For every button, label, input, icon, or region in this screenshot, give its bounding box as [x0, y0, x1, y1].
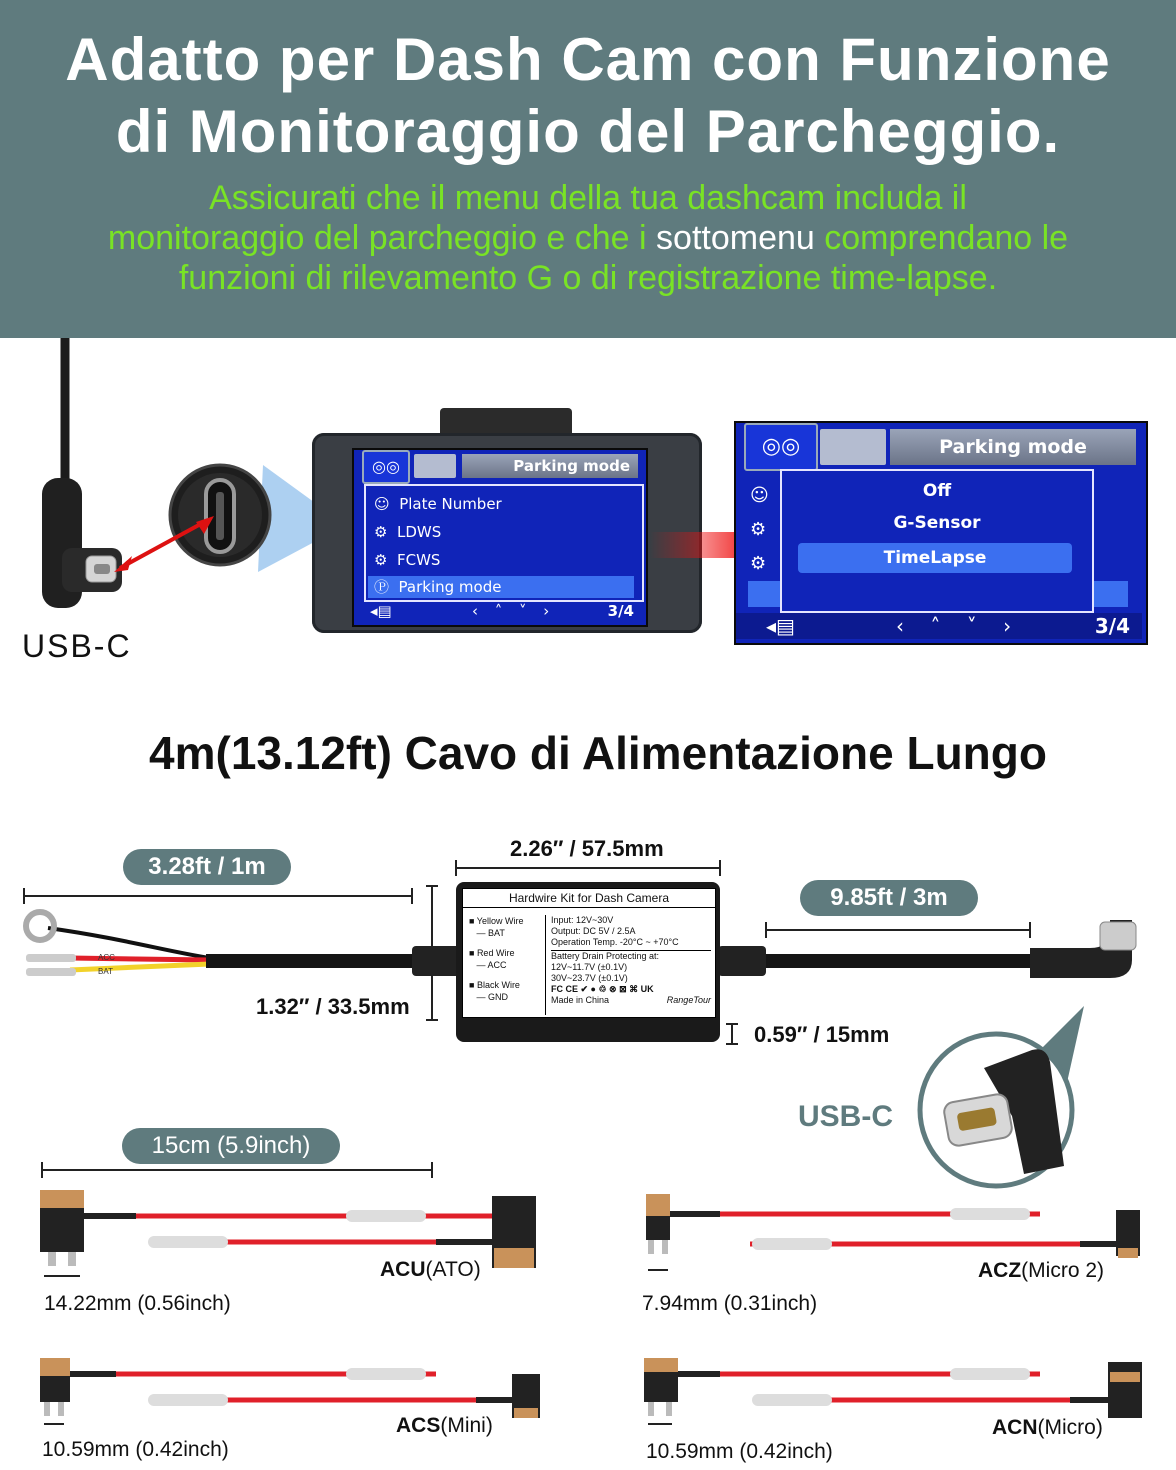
fuse-length-dim	[38, 1160, 438, 1180]
page-indicator: 3/4	[1094, 614, 1130, 638]
fuse-acu-name: ACU(ATO)	[380, 1258, 481, 1281]
menu-item-parking-mode: Ⓟ Parking mode	[368, 576, 634, 598]
usbc-connector-callout	[914, 1006, 1094, 1190]
box-title: Hardwire Kit for Dash Camera	[463, 889, 715, 908]
nav-arrows-icon: ‹ ˄ ˅ ›	[896, 614, 1022, 638]
box-width-dim: 2.26″ / 57.5mm	[510, 836, 664, 861]
fuse-acn-name: ACN(Micro)	[992, 1416, 1103, 1439]
menu-item-plate-number: ☺ Plate Number	[374, 495, 502, 513]
tab-parking-mode: Parking mode	[462, 454, 638, 478]
fuse-acz-size: 7.94mm (0.31inch)	[642, 1292, 818, 1315]
fuse-acs-size: 10.59mm (0.42inch)	[42, 1438, 229, 1461]
screen-footer	[354, 600, 642, 622]
fuse-acz-name: ACZ(Micro 2)	[978, 1259, 1105, 1282]
back-icon: ◂▤	[370, 602, 392, 620]
fuse-acn-size: 10.59mm (0.42inch)	[646, 1440, 833, 1463]
video-mode-icon: ◎◎	[362, 450, 410, 484]
tab-parking-mode-large: Parking mode	[890, 429, 1136, 465]
box-wire-legend: ■ Yellow Wire — BAT ■ Red Wire — ACC ■ Black Wire — GND	[469, 915, 546, 1015]
option-off: Off	[922, 481, 952, 501]
menu-list	[374, 490, 502, 574]
video-mode-icon-large: ◎◎	[744, 423, 818, 471]
dashcam-screen	[352, 448, 648, 627]
hardwire-box	[456, 882, 720, 1042]
box-specs: Input: 12V~30V Output: DC 5V / 2.5A Operation Temp. -20°C ~ +70°C Battery Drain Protecting at: 12V~11.7V (±0.1V) 30V~23.7V (±0.1V) FC CE ✔ ● ♲ ⊗ ⊠ ⌘ UK Made in China RangeTour	[551, 915, 711, 1005]
fuse-acs-name: ACS(Mini)	[396, 1414, 493, 1437]
box-depth-dim: 0.59″ / 15mm	[754, 1022, 890, 1047]
zoomed-screen: ◎◎ Parking mode ☺ ⚙ ⚙ Off G-Sensor TimeLapse ◂▤ ‹ ˄ ˅ › 3/4	[734, 421, 1148, 645]
menu-item-ldws: ⚙ LDWS	[374, 523, 442, 541]
page-indicator: 3/4	[607, 602, 634, 620]
fuse-acu-size: 14.22mm (0.56inch)	[44, 1292, 231, 1315]
box-height-dim: 1.32″ / 33.5mm	[256, 994, 410, 1019]
tag-bat: BAT	[98, 967, 113, 976]
usbc-label-2: USB-C	[798, 1100, 893, 1133]
option-timelapse: TimeLapse	[798, 543, 1072, 573]
right-length-pill: 9.85ft / 3m	[800, 880, 978, 916]
option-g-sensor: G-Sensor	[893, 513, 981, 533]
zoomed-footer	[736, 613, 1142, 639]
fuse-length-pill: 15cm (5.9inch)	[122, 1128, 340, 1164]
parking-options-panel	[780, 469, 1094, 613]
usbc-label: USB-C	[22, 628, 132, 664]
menu-item-fcws: ⚙ FCWS	[374, 551, 441, 569]
nav-arrows-icon: ‹ ˄ ˅ ›	[472, 602, 556, 620]
menu-icon	[414, 454, 456, 478]
red-pointer-arrow	[110, 510, 220, 580]
page-subtitle: Assicurati che il menu della tua dashcam includa il monitoraggio del parcheggio e che i sottomenu comprendano le funzioni di rilevamento G o di registrazione time-lapse.	[107, 179, 1069, 297]
cable-title: 4m(13.12ft) Cavo di Alimentazione Lungo	[149, 727, 1047, 779]
back-icon: ◂▤	[766, 614, 795, 638]
page-title: Adatto per Dash Cam con Funzione di Monitoraggio del Parcheggio.	[65, 26, 1111, 165]
tag-acc: ACC	[98, 953, 115, 962]
left-length-pill: 3.28ft / 1m	[123, 849, 291, 885]
menu-icon-large	[820, 429, 886, 465]
